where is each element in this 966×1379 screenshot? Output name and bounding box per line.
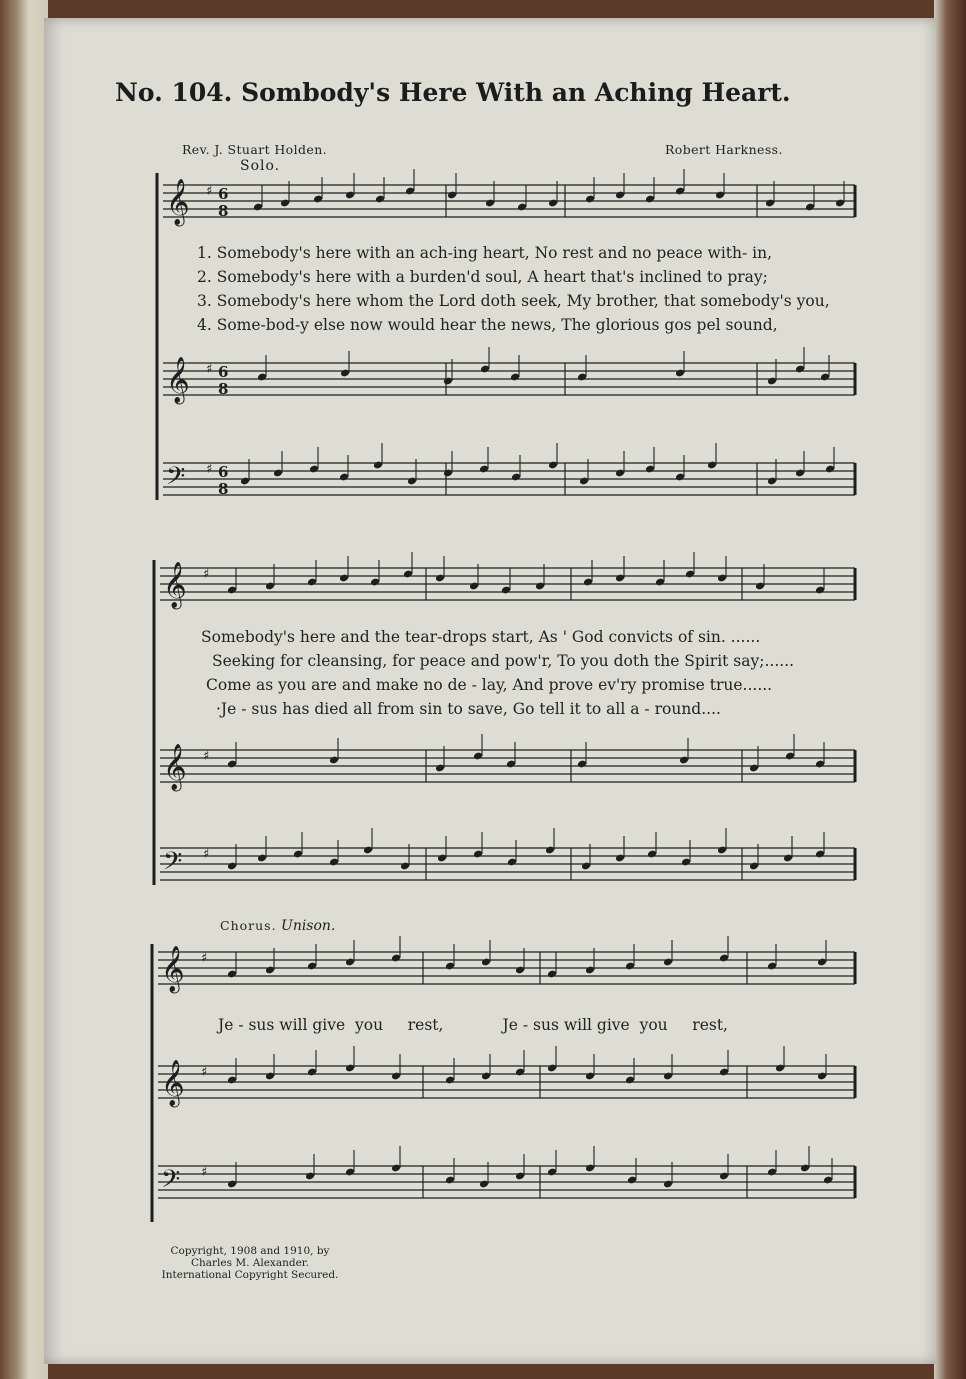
chorus-lyric: Je - sus will give you rest, Je - sus will give you rest, (218, 1016, 728, 1034)
verse-line-3a: 3. Somebody's here whom the Lord doth seek, My brother, that somebody's you, (197, 292, 830, 310)
treble-clef-5: 𝄞 (161, 946, 185, 992)
verse-line-4b: ·Je - sus has died all from sin to save, Go tell it to all a - round.... (216, 700, 721, 718)
time-sig-melody-1-bottom: 8 (218, 202, 229, 220)
verse-line-3b: Come as you are and make no de - lay, And prove ev'ry promise true...... (206, 676, 773, 694)
unison-label: Unison. (281, 918, 336, 934)
key-sharp: ♯ (201, 951, 208, 966)
verse-line-4a: 4. Some-bod-y else now would hear the news, The glorious gos pel sound, (197, 316, 778, 334)
key-sharp: ♯ (206, 462, 213, 477)
key-sharp: ♯ (203, 847, 210, 862)
treble-staff-1 (163, 363, 855, 395)
chorus-label: Chorus. (220, 918, 277, 933)
melody-staff-3 (158, 952, 855, 984)
book-binding-left (0, 0, 48, 1379)
key-sharp: ♯ (206, 362, 213, 377)
treble-clef-6: 𝄞 (161, 1060, 185, 1106)
treble-clef-3: 𝄞 (163, 562, 187, 608)
copyright-line-2: Charles M. Alexander. (190, 1257, 310, 1269)
bass-clef-3: 𝄢 (161, 1165, 181, 1200)
treble-clef-2: 𝄞 (166, 357, 190, 403)
bass-clef-2: 𝄢 (163, 847, 183, 882)
treble-clef-4: 𝄞 (163, 744, 187, 790)
verse-line-1a: 1. Somebody's here with an ach-ing heart, No rest and no peace with- in, (197, 244, 773, 262)
lyricist-credit: Rev. J. Stuart Holden. (182, 142, 328, 157)
bass-staff-2 (160, 848, 855, 880)
verse-line-2b: Seeking for cleansing, for peace and pow'r, To you doth the Spirit say;...... (212, 652, 795, 670)
time-sig-bass-1-top: 6 (218, 463, 229, 481)
time-sig-treble-1-top: 6 (218, 363, 229, 381)
verse-line-1b: Somebody's here and the tear-drops start, As ' God convicts of sin. ...... (201, 628, 761, 646)
chorus-label-wrap (220, 918, 335, 934)
solo-label: Solo. (240, 158, 281, 174)
copyright-line-1: Copyright, 1908 and 1910, by (170, 1245, 330, 1257)
key-sharp: ♯ (206, 184, 213, 199)
copyright-line-3: International Copyright Secured. (161, 1269, 339, 1281)
bass-clef-1: 𝄢 (166, 462, 186, 497)
melody-staff-2 (160, 568, 855, 600)
book-binding-right (934, 0, 966, 1379)
key-sharp: ♯ (201, 1065, 208, 1080)
composer-credit: Robert Harkness. (665, 142, 783, 157)
melody-staff-1 (163, 185, 855, 217)
key-sharp: ♯ (201, 1165, 208, 1180)
key-sharp: ♯ (203, 567, 210, 582)
time-sig-treble-1-bottom: 8 (218, 380, 229, 398)
time-sig-bass-1-bottom: 8 (218, 480, 229, 498)
bass-staff-3 (158, 1166, 855, 1198)
treble-staff-3 (158, 1066, 855, 1098)
copyright-notice (130, 1245, 370, 1281)
time-sig-melody-1-top: 6 (218, 185, 229, 203)
treble-clef-1: 𝄞 (166, 179, 190, 225)
key-sharp: ♯ (203, 749, 210, 764)
hymn-title: No. 104. Sombody's Here With an Aching Heart. (115, 78, 791, 107)
verse-line-2a: 2. Somebody's here with a burden'd soul, A heart that's inclined to pray; (197, 268, 768, 286)
bass-staff-1 (163, 463, 855, 495)
